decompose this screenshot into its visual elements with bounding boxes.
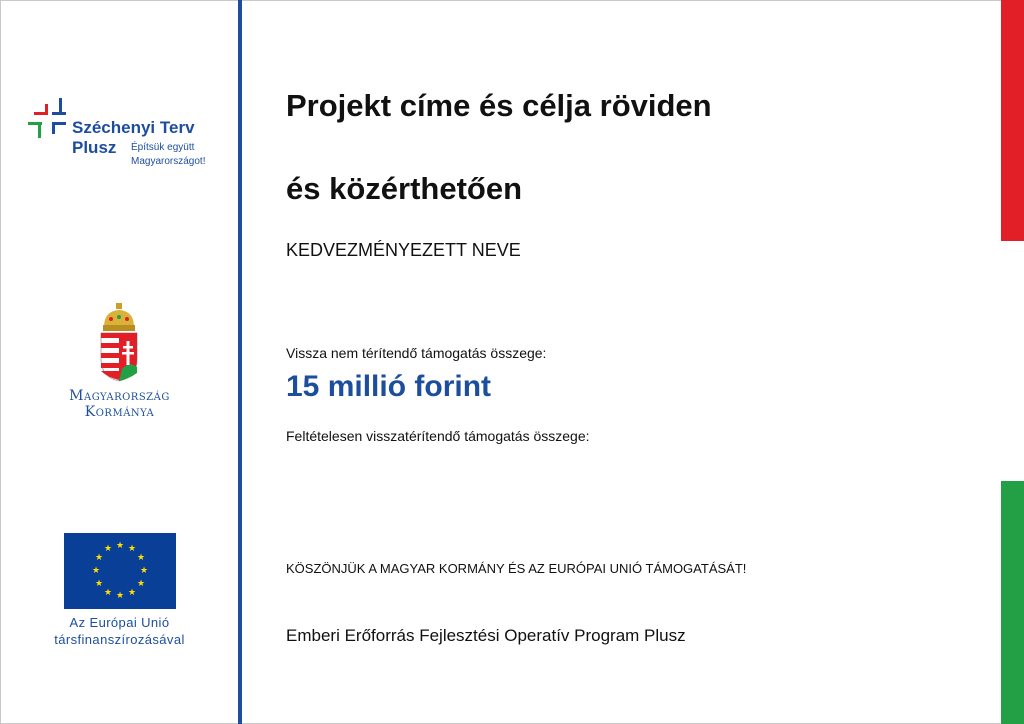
svg-text:★: ★ (127, 588, 137, 598)
flag-stripe-green (1001, 481, 1024, 724)
beneficiary-name: KEDVEZMÉNYEZETT NEVE (286, 240, 521, 260)
logo-sidebar (0, 0, 239, 724)
svg-text:★: ★ (103, 544, 113, 554)
svg-text:★: ★ (103, 588, 113, 598)
svg-text:★: ★ (139, 566, 149, 576)
svg-text:★: ★ (91, 566, 101, 576)
thanks-text: KÖSZÖNJÜK A MAGYAR KORMÁNY ÉS AZ EURÓPAI UNIÓ TÁMOGATÁSÁT! (286, 561, 747, 576)
svg-text:★: ★ (136, 553, 146, 563)
szechenyi-cross-icon (26, 96, 72, 142)
svg-text:★: ★ (136, 579, 146, 589)
coat-of-arms-icon (96, 303, 142, 383)
grant-amount-label: Vissza nem térítendő támogatás összege: (286, 345, 547, 361)
government-name-line1: Magyarország (69, 388, 170, 404)
svg-text:★: ★ (94, 553, 104, 563)
grant-amount-value: 15 millió forint (286, 370, 492, 403)
program-name: Emberi Erőforrás Fejlesztési Operatív Program Plusz (286, 626, 686, 645)
szechenyi-title-line1: Széchenyi Terv (72, 118, 195, 137)
szechenyi-terv-logo (26, 96, 226, 176)
svg-text:★: ★ (94, 579, 104, 589)
project-title-line1: Projekt címe és célja röviden (286, 88, 712, 123)
svg-text:★: ★ (115, 541, 125, 551)
svg-text:★: ★ (115, 591, 125, 601)
szechenyi-tagline-line1: Építsük együtt (131, 142, 195, 153)
eu-text-line2: társfinanszírozásával (54, 632, 185, 647)
conditional-amount-label: Feltételesen visszatérítendő támogatás összege: (286, 428, 590, 444)
flag-stripe-white (1001, 241, 1024, 481)
eu-text-line1: Az Európai Unió (69, 615, 170, 630)
project-title-line2: és közérthetően (286, 171, 523, 206)
szechenyi-tagline-line2: Magyarországot! (131, 156, 206, 167)
vertical-divider (238, 0, 242, 724)
szechenyi-title-line2: Plusz (72, 138, 117, 157)
government-name-line2: Kormánya (84, 404, 155, 420)
svg-text:★: ★ (127, 544, 137, 554)
eu-flag-icon (64, 533, 176, 609)
flag-stripe-red (1001, 0, 1024, 241)
